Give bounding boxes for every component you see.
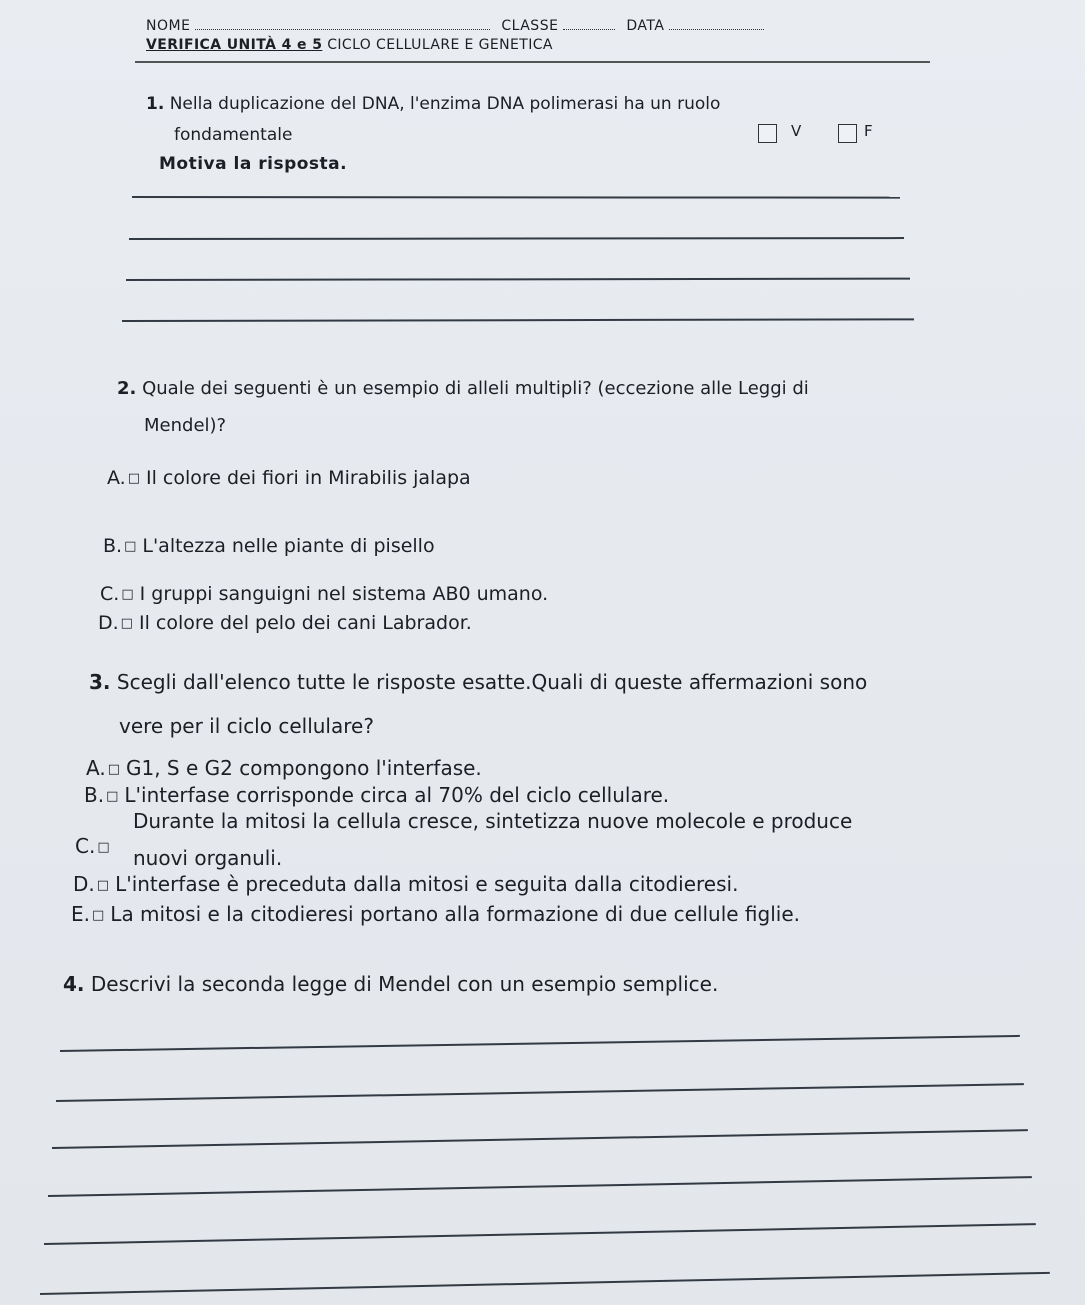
q1-text-line2: fondamentale (174, 125, 293, 145)
q4-text (63, 972, 718, 996)
q3-option-b-text: L'interfase corrisponde circa al 70% del ciclo cellulare. (124, 783, 670, 807)
q2-option-b-letter: B. (103, 535, 123, 557)
q1-answer-line-3[interactable] (126, 278, 910, 281)
classe-field[interactable] (563, 17, 615, 30)
q2-option-d[interactable] (98, 612, 472, 634)
title-divider (135, 61, 930, 63)
q4-prompt: Descrivi la seconda legge di Mendel con un esempio semplice. (90, 972, 719, 996)
q4-answer-line-6[interactable] (40, 1272, 1050, 1295)
q1-true-checkbox[interactable] (758, 124, 777, 143)
q3-option-d[interactable] (73, 872, 738, 896)
q1-text-line1 (146, 94, 720, 114)
q3-option-c-letter: C. (75, 834, 96, 858)
q3-option-c[interactable] (75, 834, 116, 858)
q1-answer-line-2[interactable] (129, 237, 904, 239)
q4-answer-line-4[interactable] (48, 1176, 1032, 1196)
data-field[interactable] (669, 17, 764, 30)
q3-option-e-checkbox[interactable]: □ (92, 908, 105, 923)
q3-text-line1 (89, 670, 867, 694)
q3-option-e-text: La mitosi e la citodieresi portano alla formazione di due cellule figlie. (110, 902, 800, 926)
q2-number: 2. (117, 378, 137, 399)
q2-option-d-checkbox[interactable]: □ (120, 616, 133, 631)
data-label: DATA (626, 18, 665, 34)
q1-text: Nella duplicazione del DNA, l'enzima DNA polimerasi ha un ruolo (169, 94, 721, 114)
q2-option-c[interactable] (100, 583, 548, 605)
q1-answer-line-4[interactable] (122, 318, 914, 321)
q3-option-c-text-line2: nuovi organuli. (133, 846, 283, 870)
q1-false-checkbox[interactable] (838, 124, 857, 143)
q2-option-a-checkbox[interactable]: □ (127, 471, 140, 486)
q2-option-c-text: I gruppi sanguigni nel sistema AB0 umano. (139, 583, 549, 605)
q1-false-label: F (864, 122, 873, 140)
q2-text-line2: Mendel)? (144, 415, 227, 436)
q3-option-a-checkbox[interactable]: □ (107, 762, 120, 777)
nome-field[interactable] (195, 17, 490, 30)
q4-answer-line-5[interactable] (44, 1223, 1036, 1244)
q3-option-e-letter: E. (71, 902, 90, 926)
q3-option-c-checkbox[interactable]: □ (97, 840, 110, 855)
q2-option-b-checkbox[interactable]: □ (124, 539, 137, 554)
q3-option-a-text: G1, S e G2 compongono l'interfase. (125, 756, 482, 780)
q3-option-c-text-line1: Durante la mitosi la cellula cresce, sintetizza nuove molecole e produce (133, 809, 853, 833)
q2-option-a-text: Il colore dei fiori in Mirabilis jalapa (146, 467, 471, 489)
q1-motivate-prompt: Motiva la risposta. (159, 154, 348, 174)
nome-label: NOME (146, 18, 191, 34)
q2-option-a-letter: A. (107, 467, 126, 489)
q3-option-d-checkbox[interactable]: □ (96, 878, 110, 893)
q4-answer-line-3[interactable] (52, 1129, 1028, 1148)
q3-option-e[interactable] (71, 902, 800, 926)
q2-text-line1 (117, 378, 809, 399)
q2-option-b[interactable] (103, 535, 435, 557)
q3-text: Scegli dall'elenco tutte le risposte esatte.Quali di queste affermazioni sono (116, 670, 868, 694)
q3-text-line2: vere per il ciclo cellulare? (119, 714, 374, 738)
q3-option-b-checkbox[interactable]: □ (106, 789, 119, 804)
q3-option-b[interactable] (84, 783, 669, 807)
classe-label: CLASSE (501, 18, 559, 34)
header-row (146, 17, 764, 34)
title-rest: CICLO CELLULARE E GENETICA (327, 37, 553, 53)
q1-number: 1. (146, 94, 165, 114)
q3-option-b-letter: B. (84, 783, 105, 807)
q2-option-c-checkbox[interactable]: □ (121, 587, 134, 602)
title-prefix: VERIFICA UNITÀ 4 e 5 (146, 37, 323, 53)
q3-number: 3. (89, 670, 111, 694)
q4-number: 4. (63, 972, 85, 996)
q3-option-a[interactable] (86, 756, 482, 780)
q4-answer-line-1[interactable] (60, 1035, 1020, 1052)
q1-true-label: V (791, 122, 802, 140)
page-title (146, 37, 553, 53)
q3-option-a-letter: A. (86, 756, 106, 780)
q2-option-b-text: L'altezza nelle piante di pisello (142, 535, 435, 557)
q4-answer-line-2[interactable] (56, 1083, 1024, 1101)
q3-option-d-letter: D. (73, 872, 95, 896)
q2-option-d-text: Il colore del pelo dei cani Labrador. (138, 612, 472, 634)
q1-answer-line-1[interactable] (132, 196, 900, 198)
q3-option-d-text: L'interfase è preceduta dalla mitosi e seguita dalla citodieresi. (115, 872, 739, 896)
q2-text: Quale dei seguenti è un esempio di alleli multipli? (eccezione alle Leggi di (142, 378, 809, 399)
q2-option-a[interactable] (107, 467, 471, 489)
q2-option-c-letter: C. (100, 583, 120, 605)
q2-option-d-letter: D. (98, 612, 119, 634)
